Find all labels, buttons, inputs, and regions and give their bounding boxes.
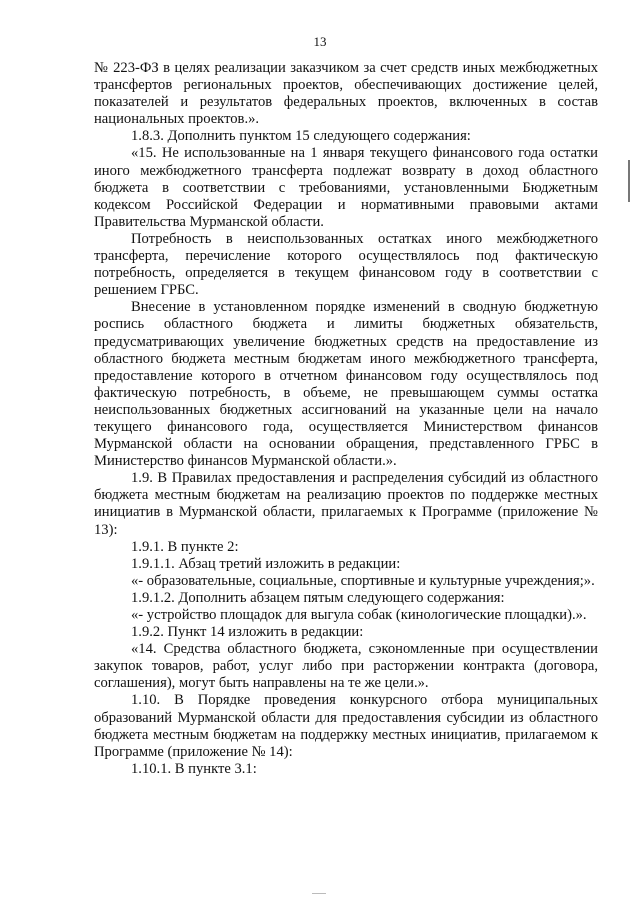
document-body: [94, 60, 598, 778]
paragraph-item-14: «14. Средства областного бюджета, сэкономленные при осуществлении закупок товаров, работ, услуг либо при расторжении контракта (договора, соглашения), могут быть направлены на те же цели.».: [94, 641, 598, 692]
paragraph-dog-areas: «- устройство площадок для выгула собак (кинологические площадки).».: [131, 607, 587, 623]
paragraph-1-9-1-2: 1.9.1.2. Дополнить абзацем пятым следующего содержания:: [131, 589, 505, 606]
scan-footer-mark: [312, 893, 326, 894]
paragraph-institutions: «- образовательные, социальные, спортивные и культурные учреждения;».: [131, 572, 595, 589]
paragraph-continuation: № 223-ФЗ в целях реализации заказчиком за счет средств иных межбюджетных трансфертов региональных проектов, обеспечивающих достижение целей, показателей и результатов федеральных проектов, включенных в состав национальных проектов.».: [94, 60, 598, 128]
paragraph-1-9-1: 1.9.1. В пункте 2:: [131, 538, 239, 555]
scan-edge-mark: [628, 160, 630, 202]
paragraph-need-remainders: Потребность в неиспользованных остатках иного межбюджетного трансферта, перечисление которого осуществлялось под фактическую потребность, определяется в текущем финансовом году в соответствии с решением ГРБС.: [94, 230, 598, 299]
paragraph-1-10: 1.10. В Порядке проведения конкурсного отбора муниципальных образований Мурманской области для предоставления субсидии из областного бюджета местным бюджетам на поддержку местных инициатив, прилагаемом к Программе (приложение № 14):: [94, 692, 598, 760]
page-number: 13: [313, 34, 327, 49]
paragraph-1-8-3: 1.8.3. Дополнить пунктом 15 следующего содержания:: [131, 128, 471, 145]
paragraph-budget-changes: Внесение в установленном порядке изменений в сводную бюджетную роспись областного бюджета и лимиты бюджетных обязательств, предусматривающих увеличение бюджетных средств на предоставление из областного бюджета местным бюджетам иного межбюджетного трансферта, предоставление которого в отчетном финансовом году осуществлялось под фактическую потребность, в объеме, не превышающем суммы остатка неиспользованных бюджетных ассигнований на указанные цели на начало текущего финансового года, осуществляется Министерством финансов Мурманской области на основании обращения, представленного ГРБС в Министерство финансов Мурманской области.».: [94, 299, 598, 470]
paragraph-item-15: «15. Не использованные на 1 января текущего финансового года остатки иного межбюджетного трансферта подлежат возврату в доход областного бюджета в соответствии с требованиями, установленными Бюджетным кодексом Российской Федерации и нормативными правовыми актами Правительства Мурманской области.: [94, 145, 598, 230]
paragraph-1-10-1: 1.10.1. В пункте 3.1:: [131, 760, 257, 777]
paragraph-1-9-2: 1.9.2. Пункт 14 изложить в редакции:: [131, 624, 364, 641]
paragraph-1-9: 1.9. В Правилах предоставления и распределения субсидий из областного бюджета местным бюджетам на реализацию проектов по поддержке местных инициатив в Мурманской области, прилагаемых к Программе (приложение № 13):: [94, 470, 598, 538]
paragraph-1-9-1-1: 1.9.1.1. Абзац третий изложить в редакции:: [131, 555, 401, 572]
